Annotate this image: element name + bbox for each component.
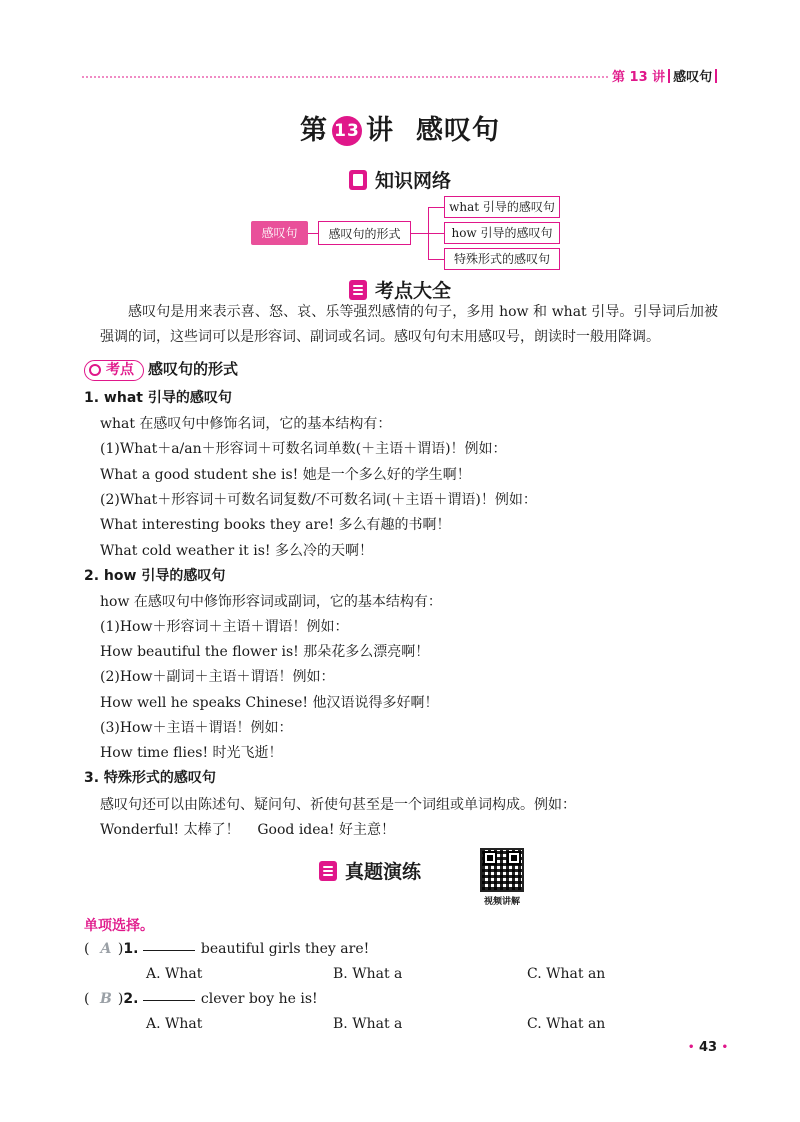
option-b: B. What a xyxy=(333,1016,403,1032)
page-number: • 43 • xyxy=(688,1040,728,1055)
question-2: ( B )2. clever boy he is! xyxy=(84,991,318,1007)
mindmap-connector xyxy=(308,233,318,234)
mindmap-connector xyxy=(428,207,444,208)
example-line: Wonderful! 太棒了！ Good idea! 好主意！ xyxy=(100,822,395,838)
kaodian-heading xyxy=(84,358,238,381)
qr-code-icon[interactable] xyxy=(480,848,524,892)
question-number: 1. xyxy=(123,941,139,957)
text-line: (2)How＋副词＋主语＋谓语！例如： xyxy=(100,669,335,685)
title-suffix: 讲 xyxy=(366,115,394,146)
header-topic: 感叹句 xyxy=(673,70,713,85)
mindmap-middle: 感叹句的形式 xyxy=(318,221,411,245)
intro-paragraph: 感叹句是用来表示喜、怒、哀、乐等强烈感情的句子，多用 how 和 what 引导。引导词后加被强调的词，这些词可以是形容词、副词或名词。感叹句句末用感叹号，朗读时一般用降调。 xyxy=(100,304,718,345)
text-line: (3)How＋主语＋谓语！例如： xyxy=(100,720,293,736)
header-rule xyxy=(82,76,608,78)
mindmap-connector xyxy=(428,233,444,234)
exercise-instruction: 单项选择。 xyxy=(84,918,154,934)
target-icon xyxy=(89,364,101,376)
kaodian-badge xyxy=(84,360,144,381)
kaodian-badge-label: 考点 xyxy=(106,362,134,378)
text-line: 感叹句还可以由陈述句、疑问句、祈使句甚至是一个词组或单词构成。例如： xyxy=(100,797,576,813)
how-heading: 2. how 引导的感叹句 xyxy=(84,568,226,584)
section-network-label: 知识网络 xyxy=(374,170,451,192)
title-name: 感叹句 xyxy=(416,115,500,146)
mindmap-leaf: 特殊形式的感叹句 xyxy=(444,248,560,270)
qr-caption: 视频讲解 xyxy=(483,897,520,907)
example-line: What a good student she is! 她是一个多么好的学生啊！ xyxy=(100,467,471,483)
section-heading-practice xyxy=(0,857,740,884)
lecture-number-badge: 13 xyxy=(332,116,362,146)
question-number: 2. xyxy=(123,991,139,1007)
header-lecture: 第 13 讲 xyxy=(612,70,666,85)
header-divider-end xyxy=(715,69,717,83)
special-heading: 3. 特殊形式的感叹句 xyxy=(84,770,216,786)
text-line: (2)What＋形容词＋可数名词复数/不可数名词(＋主语＋谓语)！例如： xyxy=(100,492,537,508)
page-title xyxy=(0,108,800,147)
example-line: What cold weather it is! 多么冷的天啊！ xyxy=(100,543,373,559)
mindmap-leaf: what 引导的感叹句 xyxy=(444,196,560,218)
example-line: How well he speaks Chinese! 他汉语说得多好啊！ xyxy=(100,695,439,711)
example-line: What interesting books they are! 多么有趣的书啊！ xyxy=(100,517,451,533)
mindmap-connector xyxy=(428,259,444,260)
answer-blank xyxy=(143,950,195,951)
text-line: what 在感叹句中修饰名词，它的基本结构有： xyxy=(100,416,392,432)
title-prefix: 第 xyxy=(300,115,328,146)
book-icon xyxy=(319,861,337,881)
header-divider xyxy=(668,69,670,83)
option-a: A. What xyxy=(146,1016,203,1032)
mindmap-leaf: how 引导的感叹句 xyxy=(444,222,560,244)
question-stem: beautiful girls they are! xyxy=(200,941,370,957)
option-a: A. What xyxy=(146,966,203,982)
option-b: B. What a xyxy=(333,966,403,982)
answer-2: B xyxy=(100,991,112,1007)
answer-blank xyxy=(143,1000,195,1001)
list-icon xyxy=(349,280,367,300)
text-line: how 在感叹句中修饰形容词或副词，它的基本结构有： xyxy=(100,594,442,610)
question-stem: clever boy he is! xyxy=(200,991,318,1007)
answer-1: A xyxy=(100,941,112,957)
mindmap-root: 感叹句 xyxy=(251,221,308,245)
section-heading-network xyxy=(0,166,800,193)
section-practice-label: 真题演练 xyxy=(344,861,421,883)
running-header xyxy=(612,66,720,85)
option-c: C. What an xyxy=(527,1016,606,1032)
text-line: (1)What＋a/an＋形容词＋可数名词单数(＋主语＋谓语)！例如： xyxy=(100,441,507,457)
page-number-value: 43 xyxy=(698,1040,718,1055)
section-points-label: 考点大全 xyxy=(374,280,451,302)
option-c: C. What an xyxy=(527,966,606,982)
example-line: How beautiful the flower is! 那朵花多么漂亮啊！ xyxy=(100,644,430,660)
section-heading-points xyxy=(0,276,800,303)
question-1: ( A )1. beautiful girls they are! xyxy=(84,941,370,957)
what-heading: 1. what 引导的感叹句 xyxy=(84,390,232,406)
mindmap-connector xyxy=(411,233,428,234)
kaodian-title: 感叹句的形式 xyxy=(148,360,239,378)
notebook-icon xyxy=(349,170,367,190)
text-line: (1)How＋形容词＋主语＋谓语！例如： xyxy=(100,619,349,635)
example-line: How time flies! 时光飞逝！ xyxy=(100,745,283,761)
